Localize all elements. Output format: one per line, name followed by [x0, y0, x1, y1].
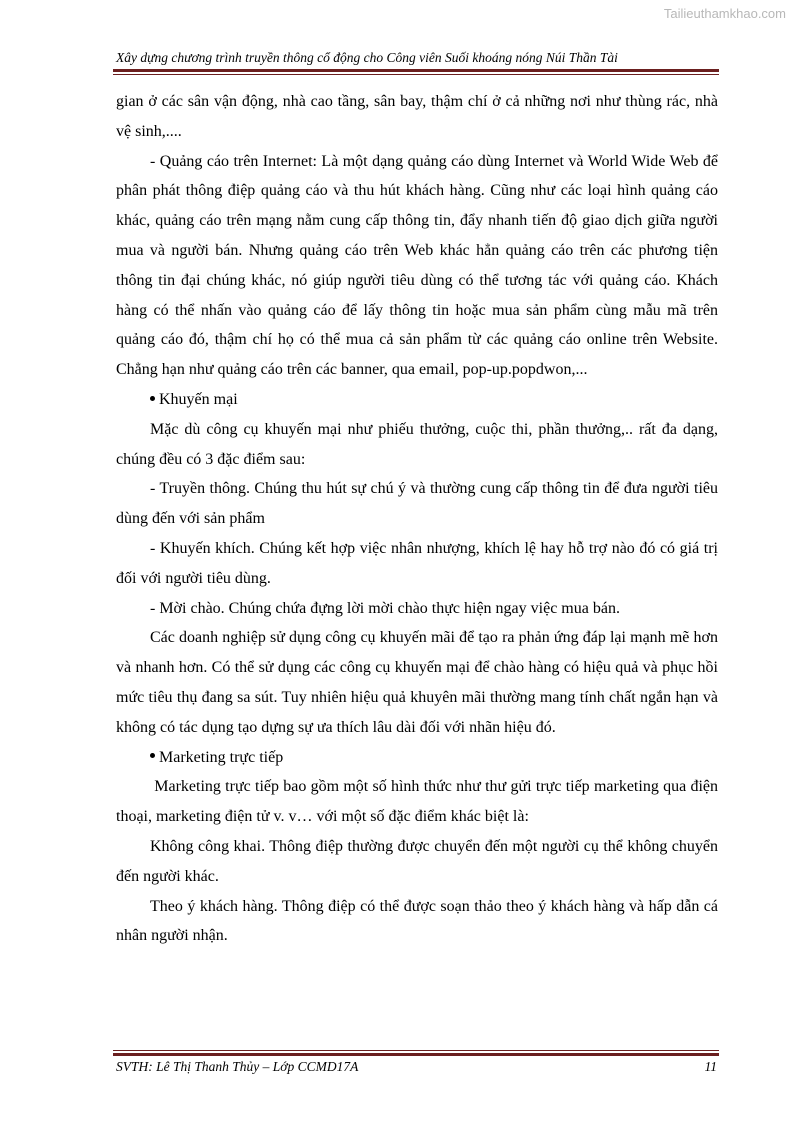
- bullet-label: Marketing trực tiếp: [159, 748, 284, 766]
- bullet-item-direct-marketing: [116, 743, 718, 773]
- paragraph: Marketing trực tiếp bao gồm một số hình thức như thư gửi trực tiếp marketing qua điện thoại, marketing điện tử v. v… với một số đặc điểm khác biệt là:: [116, 778, 722, 826]
- bullet-item-promotion: [116, 385, 718, 415]
- bullet-label: Khuyến mại: [159, 390, 238, 408]
- paragraph: - Mời chào. Chúng chứa đựng lời mời chào thực hiện ngay việc mua bán.: [150, 599, 620, 617]
- watermark-text: Tailieuthamkhao.com: [663, 6, 786, 21]
- footer-author: SVTH: Lê Thị Thanh Thủy – Lớp CCMD17A: [116, 1059, 359, 1074]
- bullet-icon: [150, 396, 155, 401]
- paragraph: Mặc dù công cụ khuyến mại như phiếu thưởng, cuộc thi, phần thưởng,.. rất đa dạng, chúng đều có 3 đặc điểm sau:: [116, 420, 718, 468]
- header-rule-thin: [113, 74, 719, 75]
- paragraph: - Khuyến khích. Chúng kết hợp việc nhân nhượng, khích lệ hay hỗ trợ nào đó có giá trị đối với người tiêu dùng.: [116, 539, 718, 587]
- bullet-icon: [150, 753, 155, 758]
- footer-rule-thick: [113, 1053, 719, 1056]
- paragraph-internet-ads: - Quảng cáo trên Internet: Là một dạng quảng cáo dùng Internet và World Wide Web để phân phát thông điệp quảng cáo và thu hút khách hàng. Cũng như các loại hình quảng cáo khác, quảng cáo trên mạng nằm cung cấp thông tin, đẩy nhanh tiến độ giao dịch giữa người mua và người bán. Nhưng quảng cáo trên Web khác hẳn quảng cáo trên các phương tiện thông tin đại chúng khác, nó giúp người tiêu dùng có thể tương tác với quảng cáo. Khách hàng có thể nhấn vào quảng cáo để lấy thông tin hoặc mua sản phẩm cùng mẫu mã trên quảng cáo đó, thậm chí họ có thể mua cả sản phẩm từ các quảng cáo online trên Website. Chẳng hạn như quảng cáo trên các banner, qua email, pop-up.popdwon,...: [116, 152, 718, 379]
- paragraph: Không công khai. Thông điệp thường được chuyển đến một người cụ thể không chuyển đến người khác.: [116, 837, 718, 885]
- footer-rule-thin: [113, 1050, 719, 1051]
- header-rule-thick: [113, 69, 719, 72]
- page-number: 11: [704, 1059, 717, 1074]
- page-body: [116, 87, 722, 951]
- paragraph: Các doanh nghiệp sử dụng công cụ khuyến mãi để tạo ra phản ứng đáp lại mạnh mẽ hơn và nhanh hơn. Có thể sử dụng các công cụ khuyến mại để chào hàng có hiệu quả và phục hồi mức tiêu thụ đang sa sút. Tuy nhiên hiệu quả khuyên mãi thường mang tính chất ngắn hạn và không có tác dụng tạo dựng sự ưa thích lâu dài đối với nhãn hiệu đó.: [116, 629, 718, 736]
- paragraph: gian ở các sân vận động, nhà cao tầng, sân bay, thậm chí ở cả những nơi như thùng rác, nhà vệ sinh,....: [116, 93, 718, 140]
- paragraph: Theo ý khách hàng. Thông điệp có thể được soạn thảo theo ý khách hàng và hấp dẫn cá nhân người nhận.: [116, 897, 718, 945]
- running-header: Xây dựng chương trình truyền thông cổ động cho Công viên Suối khoáng nóng Núi Thần Tài: [116, 50, 618, 65]
- paragraph: - Truyền thông. Chúng thu hút sự chú ý và thường cung cấp thông tin để đưa người tiêu dùng đến với sản phẩm: [116, 480, 718, 528]
